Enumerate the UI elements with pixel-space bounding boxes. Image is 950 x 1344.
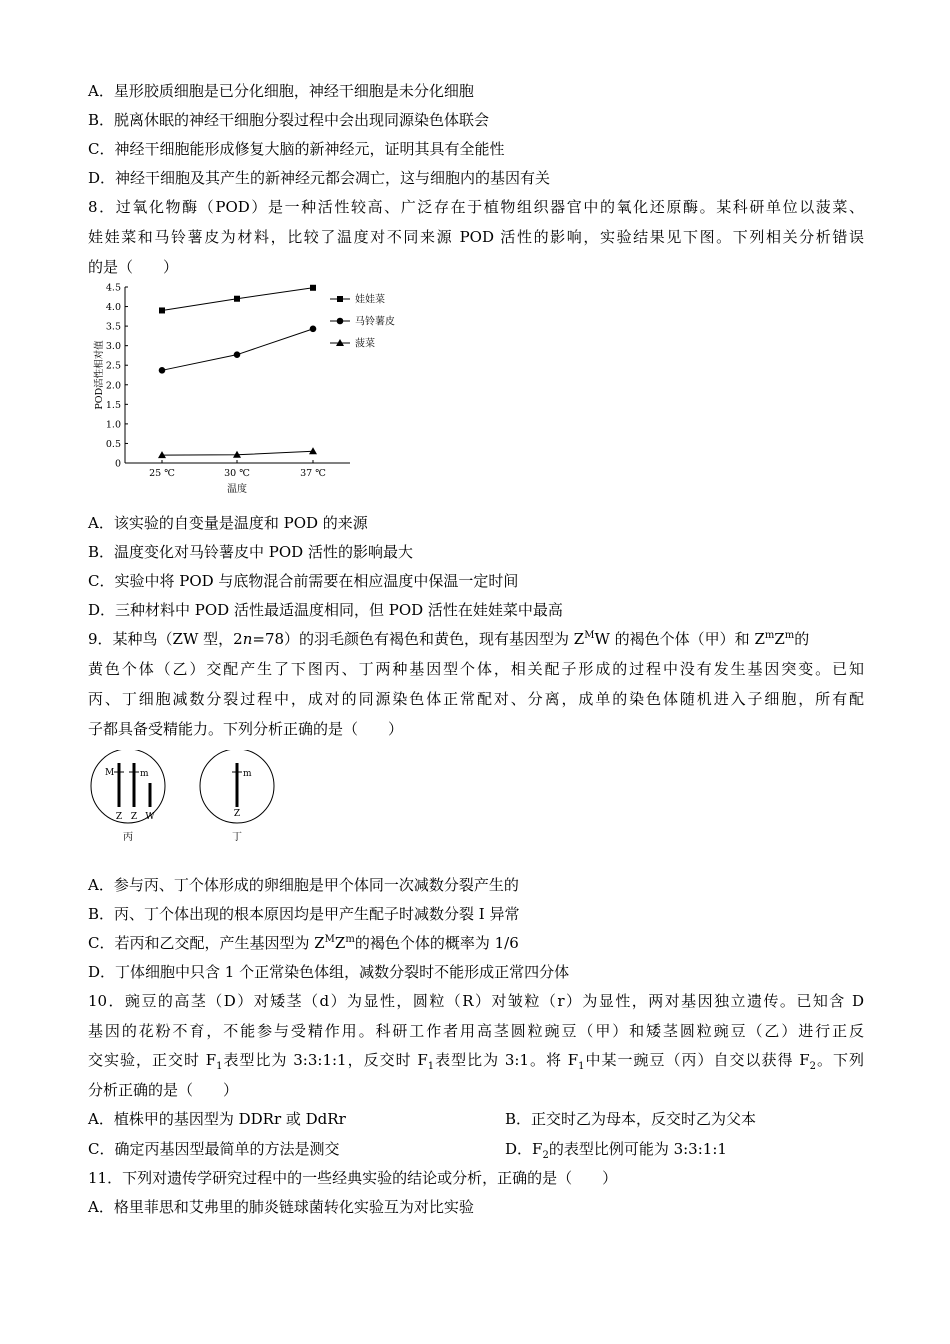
text-run: A．格里菲思和艾弗里的肺炎链球菌转化实验互为对比实验	[88, 1198, 474, 1216]
x-tick-label: 37 ℃	[300, 468, 326, 479]
y-tick-label: 4.5	[105, 282, 121, 294]
text-run: C．若丙和乙交配，产生基因型为 Z	[88, 934, 325, 952]
text-run: 的	[794, 630, 810, 648]
y-tick-label: 2.0	[105, 380, 121, 392]
q11-option	[88, 1197, 864, 1217]
series-square	[159, 285, 385, 314]
y-tick-label: 2.5	[105, 360, 121, 372]
q9-stem-line	[88, 629, 864, 649]
y-axis-label: POD活性相对值	[94, 340, 105, 410]
text-run: 表型比为 3:1。将 F	[434, 1051, 579, 1069]
gene-label: m	[243, 769, 252, 779]
legend-label: 娃娃菜	[355, 294, 385, 306]
gene-label: M	[105, 768, 115, 778]
text-run: B．丙、丁个体出现的根本原因均是甲产生配子时减数分裂 I 异常	[88, 905, 520, 923]
q10-option-b	[505, 1109, 756, 1129]
text-run: M	[324, 934, 335, 945]
text-run: 1	[578, 1061, 585, 1072]
text-run: A．植株甲的基因型为 DDRr 或 DdRr	[88, 1110, 346, 1128]
gene-label: m	[140, 769, 149, 779]
text-run: B．脱离休眠的神经干细胞分裂过程中会出现同源染色体联会	[88, 111, 490, 129]
text-run: 1	[427, 1061, 435, 1072]
y-tick-label: 4.0	[105, 302, 121, 314]
q8-option	[88, 571, 864, 591]
q11-stem	[88, 1168, 864, 1188]
q10-stem-line	[88, 991, 864, 1011]
triangle-marker	[309, 447, 317, 454]
text-run: C．确定丙基因型最简单的方法是测交	[88, 1140, 340, 1158]
x-tick-label: 30 ℃	[224, 468, 250, 479]
square-marker	[159, 307, 165, 313]
pod-chart	[85, 280, 415, 500]
circle-marker	[234, 351, 241, 358]
q10-stem-line	[88, 1080, 864, 1100]
legend-label: 菠菜	[355, 338, 375, 350]
q10-option-a	[88, 1109, 346, 1129]
y-tick-label: 1.5	[105, 399, 121, 411]
square-marker	[337, 296, 343, 302]
text-run: 1	[216, 1061, 223, 1072]
circle-marker	[310, 326, 317, 333]
legend-label: 马铃薯皮	[355, 316, 395, 328]
q7-option	[88, 110, 864, 130]
text-run: 子都具备受精能力。下列分析正确的是（ ）	[88, 720, 404, 738]
text-run: 表型比为 3:3:1:1，反交时 F	[222, 1051, 428, 1069]
cell-label: 丙	[123, 832, 133, 843]
text-run: D．丁体细胞中只含 1 个正常染色体组，减数分裂时不能形成正常四分体	[88, 963, 570, 981]
q9-option	[88, 875, 864, 895]
q7-option	[88, 168, 864, 188]
text-run: A．星形胶质细胞是已分化细胞，神经干细胞是未分化细胞	[88, 82, 474, 100]
text-run: 。下列	[816, 1051, 864, 1069]
text-run: 2	[542, 1150, 549, 1161]
q8-stem-line	[88, 257, 864, 277]
q8-option	[88, 600, 864, 620]
chromosome-label: W	[145, 812, 155, 822]
text-run: 2	[809, 1061, 816, 1072]
text-run: 10．豌豆的高茎（D）对矮茎（d）为显性，圆粒（R）对皱粒（r）为显性，两对基因独立遗传。已知含 D	[88, 992, 864, 1010]
series-line	[162, 329, 313, 370]
text-run: Z	[334, 934, 346, 952]
text-run: D．三种材料中 POD 活性最适温度相同，但 POD 活性在娃娃菜中最高	[88, 601, 563, 619]
y-tick-label: 0	[114, 458, 121, 470]
q9-stem-line	[88, 719, 864, 739]
text-run: 黄色个体（乙）交配产生了下图丙、丁两种基因型个体，相关配子形成的过程中没有发生基因突变。已知	[88, 660, 864, 678]
text-run: n	[242, 630, 253, 648]
q7-option	[88, 81, 864, 101]
cell-label: 丁	[232, 832, 242, 843]
text-run: =78）的羽毛颜色有褐色和黄色，现有基因型为 Z	[252, 630, 585, 648]
text-run: 分析正确的是（ ）	[88, 1080, 239, 1099]
text-run: D．F	[505, 1140, 543, 1158]
q9-option	[88, 933, 864, 953]
text-run: 11．下列对遗传学研究过程中的一些经典实验的结论或分析，正确的是（ ）	[88, 1169, 618, 1187]
y-tick-label: 3.0	[105, 341, 121, 353]
square-marker	[234, 296, 240, 302]
text-run: m	[784, 630, 795, 641]
chromosome-label: Z	[130, 812, 138, 822]
q9-option	[88, 962, 864, 982]
text-run: A．该实验的自变量是温度和 POD 的来源	[88, 514, 368, 532]
text-run: C．实验中将 POD 与底物混合前需要在相应温度中保温一定时间	[88, 572, 519, 590]
text-run: B．正交时乙为母本，反交时乙为父本	[505, 1110, 757, 1128]
text-run: 中某一豌豆（丙）自交以获得 F	[584, 1051, 810, 1069]
q9-stem-line	[88, 689, 864, 709]
text-run: Z	[774, 630, 785, 648]
q10-option-c	[88, 1139, 339, 1159]
series-triangle	[158, 337, 375, 459]
y-tick-label: 3.5	[105, 321, 121, 333]
text-run: 交实验，正交时 F	[88, 1051, 217, 1069]
text-run: 丙、丁细胞减数分裂过程中，成对的同源染色体正常配对、分离，成单的染色体随机进入子细胞，所有配	[88, 690, 864, 708]
text-run: 8．过氧化物酶（POD）是一种活性较高、广泛存在于植物组织器官中的氧化还原酶。某科研单位以菠菜、	[88, 198, 864, 216]
x-tick-label: 25 ℃	[149, 468, 175, 479]
text-run: 娃娃菜和马铃薯皮为材料，比较了温度对不同来源 POD 活性的影响，实验结果见下图。下列相关分析错误	[88, 228, 864, 246]
text-run: D．神经干细胞及其产生的新神经元都会凋亡，这与细胞内的基因有关	[88, 169, 551, 187]
q7-option	[88, 139, 864, 159]
q8-option	[88, 513, 864, 533]
chromosome-label: Z	[233, 809, 241, 819]
text-run: 基因的花粉不育，不能参与受精作用。科研工作者用高茎圆粒豌豆（甲）和矮茎圆粒豌豆（乙）进行正反	[88, 1021, 864, 1040]
circle-marker	[337, 318, 344, 325]
text-run: m	[345, 934, 355, 945]
chromosome-diagram	[85, 750, 295, 850]
x-axis-label: 温度	[227, 484, 247, 495]
q9-option	[88, 904, 864, 924]
text-run: 的是（ ）	[88, 258, 179, 276]
chromosome-label: Z	[115, 812, 123, 822]
q10-option-d	[505, 1139, 727, 1159]
q9-stem-line	[88, 659, 864, 679]
text-run: m	[764, 630, 775, 641]
text-run: 的褐色个体的概率为 1/6	[354, 934, 519, 952]
y-tick-label: 1.0	[105, 419, 121, 431]
q8-option	[88, 542, 864, 562]
circle-marker	[159, 367, 166, 374]
text-run: C．神经干细胞能形成修复大脑的新神经元，证明其具有全能性	[88, 140, 505, 158]
text-run: B．温度变化对马铃薯皮中 POD 活性的影响最大	[88, 543, 413, 561]
text-run: W 的褐色个体（甲）和 Z	[594, 630, 765, 648]
q8-stem-line	[88, 197, 864, 217]
y-tick-label: 0.5	[105, 438, 121, 450]
text-run: 的表型比例可能为 3:3:1:1	[548, 1140, 727, 1158]
text-run: A．参与丙、丁个体形成的卵细胞是甲个体同一次减数分裂产生的	[88, 876, 519, 894]
q10-stem-line	[88, 1021, 864, 1041]
text-run: M	[584, 630, 595, 641]
q10-stem-line	[88, 1050, 864, 1070]
text-run: 9．某种鸟（ZW 型，2	[88, 630, 243, 648]
q8-stem-line	[88, 227, 864, 247]
square-marker	[310, 285, 316, 291]
